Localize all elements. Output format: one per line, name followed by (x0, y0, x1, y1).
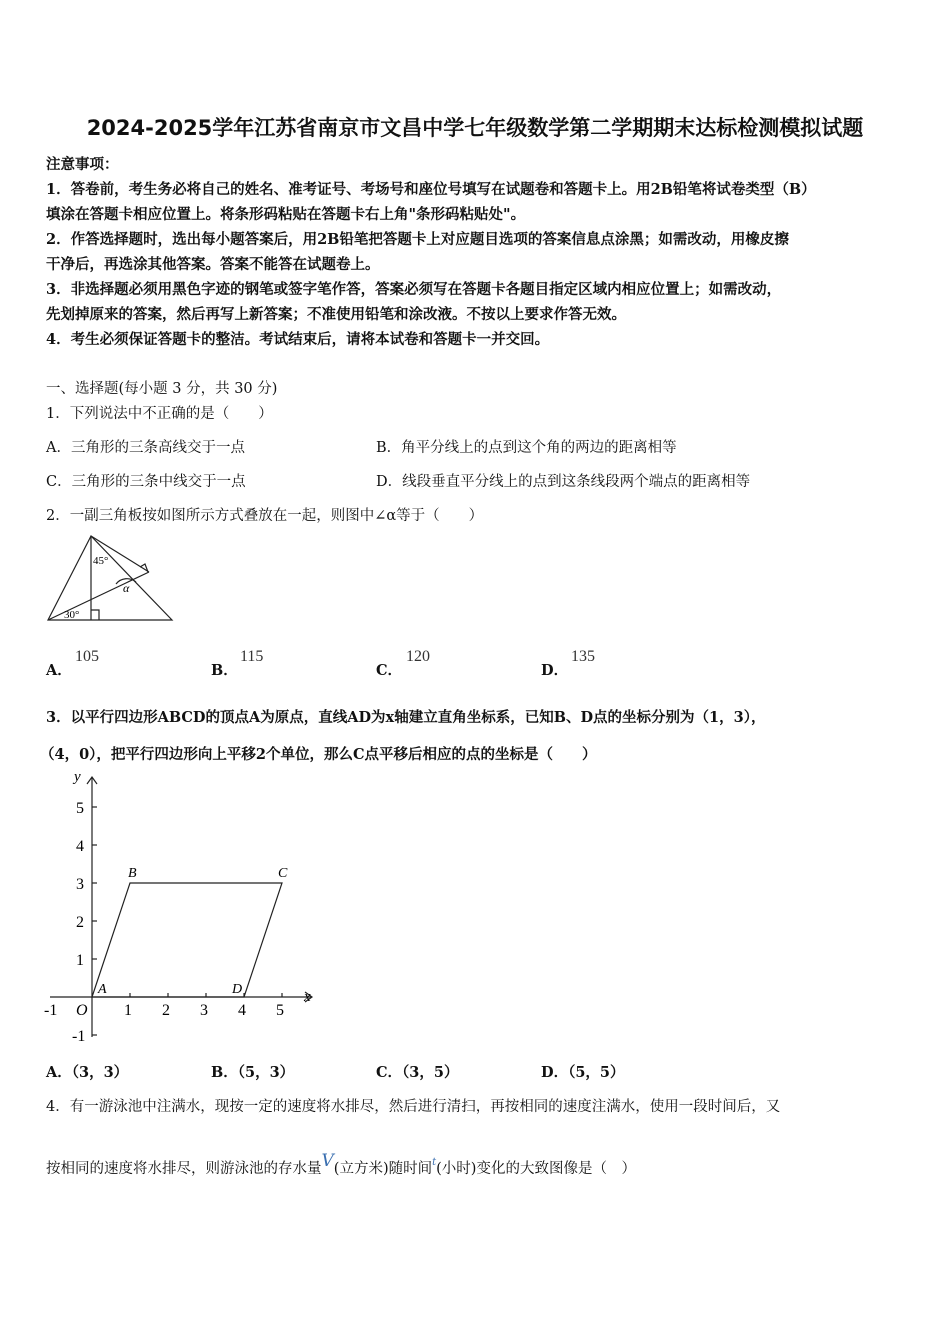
angle-45-label: 45° (93, 555, 109, 567)
q2-option-b-value: 115 (240, 648, 264, 665)
x-tick-label: 2 (162, 1002, 170, 1019)
section-heading: 一、选择题(每小题 3 分，共 30 分) (46, 381, 278, 397)
q3-option-d: D．（5，5） (541, 1064, 625, 1081)
q2-option-a-letter: A． (46, 662, 72, 679)
q1-option-c: C．三角形的三条中线交于一点 (46, 474, 246, 490)
question-1-stem: 1．下列说法中不正确的是（ ） (46, 406, 273, 422)
note-line: 先划掉原来的答案，然后再写上新答案；不准使用铅笔和涂改液。不按以上要求作答无效。 (46, 306, 626, 323)
q2-option-b-letter: B． (211, 662, 238, 679)
note-line: 1．答卷前，考生务必将自己的姓名、准考证号、考场号和座位号填写在试题卷和答题卡上。用2B铅笔将试卷类型（B） (46, 181, 816, 198)
page-title: 2024-2025学年江苏省南京市文昌中学七年级数学第二学期期末达标检测模拟试题 (86, 116, 864, 140)
point-a-label: A (98, 982, 107, 997)
y-tick-label: 1 (76, 952, 84, 969)
q4-var-t: t (432, 1157, 437, 1168)
x-tick-label: 5 (276, 1002, 284, 1019)
notes-heading: 注意事项： (46, 156, 119, 173)
q4-text-c: (小时)变化的大致图像是（ ） (436, 1161, 636, 1177)
q3-option-c: C．（3，5） (376, 1064, 459, 1081)
question-4-line-1: 4．有一游泳池中注满水，现按一定的速度将水排尽，然后进行清扫，再按相同的速度注满水，使用一段时间后，又 (46, 1099, 781, 1115)
q2-option-a-value: 105 (75, 648, 99, 665)
q2-option-c-value: 120 (406, 648, 430, 665)
q2-option-d-letter: D． (541, 662, 569, 679)
x-tick-label: 4 (238, 1002, 246, 1019)
x-tick-label: -1 (44, 1002, 58, 1019)
question-3-stem-2: （4，0），把平行四边形向上平移2个单位，那么C点平移后相应的点的坐标是（ ） (40, 746, 597, 763)
note-line: 干净后，再选涂其他答案。答案不能答在试题卷上。 (46, 256, 380, 273)
y-tick-label: 4 (76, 838, 84, 855)
y-axis-label: y (74, 769, 81, 785)
y-tick-label: -1 (72, 1028, 86, 1045)
angle-30-label: 30° (64, 609, 80, 621)
coordinate-graph (40, 765, 330, 1055)
x-axis-label: x (304, 989, 311, 1005)
triangle-figure (44, 532, 184, 627)
q1-option-a: A．三角形的三条高线交于一点 (46, 440, 245, 456)
q3-option-a: A．（3，3） (46, 1064, 129, 1081)
parallelogram-abcd (92, 883, 282, 997)
q4-text-a: 按相同的速度将水排尽，则游泳池的存水量 (46, 1161, 322, 1177)
q1-option-d: D．线段垂直平分线上的点到这条线段两个端点的距离相等 (376, 474, 751, 490)
y-tick-label: 3 (76, 876, 84, 893)
q4-text-b: (立方米)随时间 (333, 1161, 433, 1177)
y-tick-marks (92, 807, 97, 1035)
large-triangle (48, 536, 172, 620)
right-angle-mark-2 (91, 610, 99, 620)
x-tick-label: 3 (200, 1002, 208, 1019)
x-tick-label: 1 (124, 1002, 132, 1019)
q2-option-d-value: 135 (571, 648, 595, 665)
question-2-stem: 2．一副三角板按如图所示方式叠放在一起，则图中∠α等于（ ） (46, 508, 484, 524)
alpha-label: α (123, 581, 130, 595)
y-tick-label: 2 (76, 914, 84, 931)
q4-var-v: V (321, 1151, 334, 1171)
q3-option-b: B．（5，3） (211, 1064, 295, 1081)
note-line: 填涂在答题卡相应位置上。将条形码粘贴在答题卡右上角"条形码粘贴处"。 (46, 206, 526, 223)
point-d-label: D (232, 982, 243, 997)
note-line: 2．作答选择题时，选出每小题答案后，用2B铅笔把答题卡上对应题目选项的答案信息点涂黑；如需改动，用橡皮擦 (46, 231, 789, 248)
question-4-line-2 (46, 1151, 636, 1178)
note-line: 3．非选择题必须用黑色字迹的钢笔或签字笔作答，答案必须写在答题卡各题目指定区域内相应位置上；如需改动， (46, 281, 782, 298)
note-line: 4．考生必须保证答题卡的整洁。考试结束后，请将本试卷和答题卡一并交回。 (46, 331, 550, 348)
point-c-label: C (278, 866, 288, 881)
q2-option-c-letter: C． (376, 662, 403, 679)
question-3-stem: 3．以平行四边形ABCD的顶点A为原点，直线AD为x轴建立直角坐标系，已知B、D点的坐标分别为（1，3）， (46, 709, 766, 726)
q1-option-b: B．角平分线上的点到这个角的两边的距离相等 (376, 440, 677, 456)
y-tick-label: 5 (76, 800, 84, 817)
origin-label: O (76, 1002, 88, 1019)
point-b-label: B (128, 866, 137, 881)
